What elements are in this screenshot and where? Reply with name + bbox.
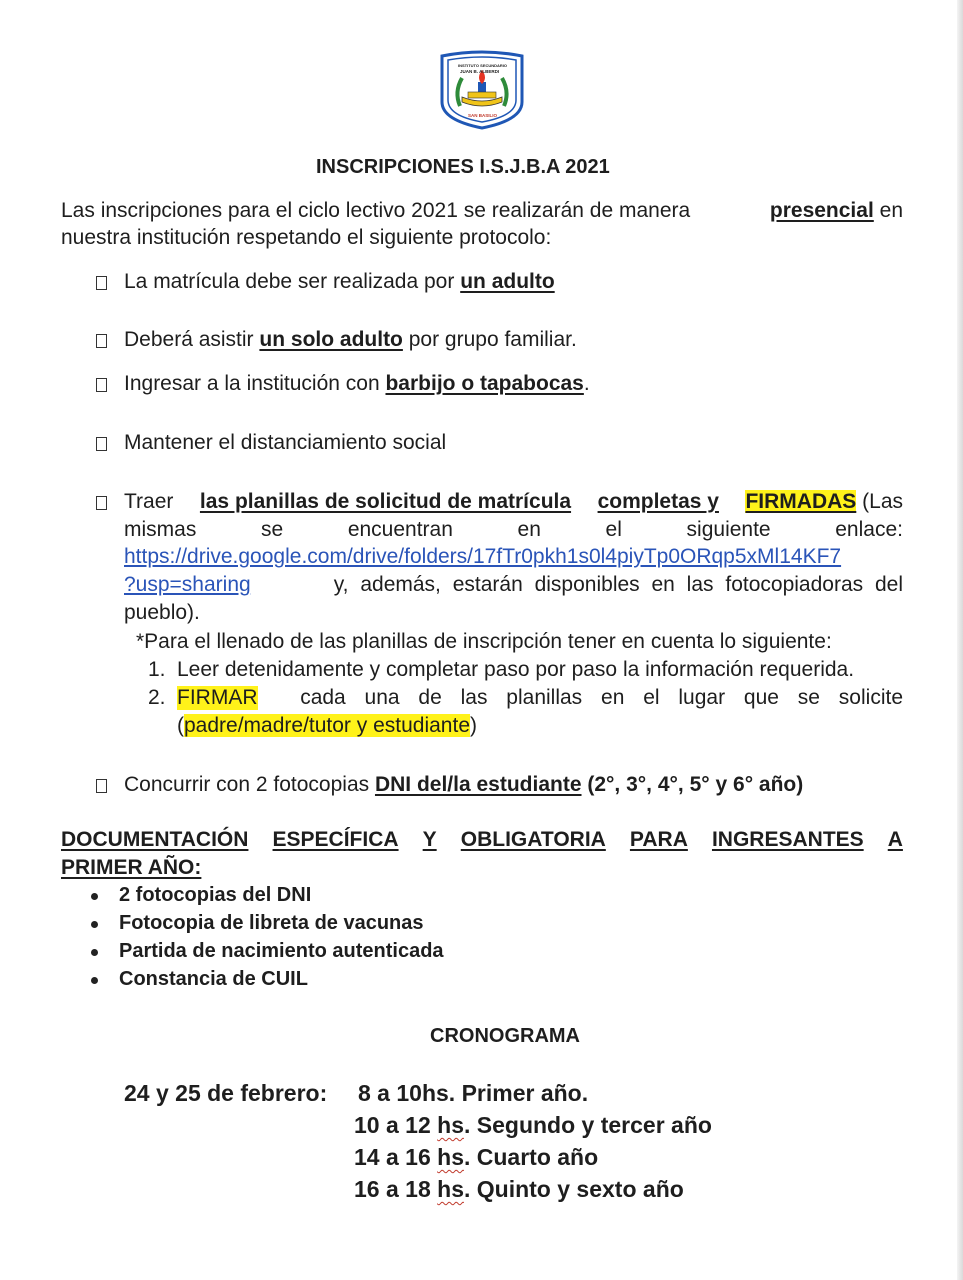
schedule-title: CRONOGRAMA xyxy=(430,1025,580,1047)
drive-folder-link[interactable]: https://drive.google.com/drive/folders/17fTr0pkh1s0l4piyTp0ORqp5xMl14KF7 xyxy=(124,545,842,568)
sub-item-2 xyxy=(177,686,903,710)
protocol-item-3-emphasis: barbijo o tapabocas xyxy=(385,372,584,395)
word: enlace: xyxy=(835,518,903,541)
protocol-item-5-line-1 xyxy=(124,490,903,514)
school-crest-logo xyxy=(438,50,526,130)
page-title: INSCRIPCIONES I.S.J.B.A 2021 xyxy=(316,156,610,178)
slot-4-time: 16 a 18 xyxy=(354,1176,431,1202)
protocol-item-2-emphasis: un solo adulto xyxy=(259,328,403,351)
checkbox-square-icon xyxy=(96,437,107,451)
protocol-item-3-text: Ingresar a la institución con xyxy=(124,372,380,395)
protocol-item-2-text: Deberá asistir xyxy=(124,328,254,351)
schedule-slot-4 xyxy=(354,1176,684,1203)
docs-heading-word: ESPECÍFICA xyxy=(272,828,399,851)
word: el xyxy=(605,518,622,541)
protocol-item-1-emphasis: un adulto xyxy=(460,270,555,293)
required-doc-item: 2 fotocopias del DNI xyxy=(119,884,312,906)
protocol-item-5-end: pueblo). xyxy=(124,601,200,624)
docs-heading-word: Y xyxy=(422,828,437,851)
protocol-item-5-planillas: las planillas de solicitud de matrícula xyxy=(199,490,572,513)
protocol-item-5-line-2 xyxy=(124,518,903,542)
docs-heading-word: DOCUMENTACIÓN xyxy=(61,828,249,851)
protocol-item-3-period: . xyxy=(583,372,590,395)
protocol-item-3 xyxy=(124,372,590,396)
slot-4-hs: hs xyxy=(437,1176,464,1202)
drive-folder-link-continuation[interactable]: ?usp=sharing xyxy=(124,573,251,596)
schedule-date: 24 y 25 de febrero: xyxy=(124,1080,328,1106)
protocol-item-2 xyxy=(124,328,577,352)
protocol-item-5-firmadas: FIRMADAS xyxy=(745,490,857,513)
sub-item-2-number: 2. xyxy=(148,686,166,709)
bullet-dot-icon xyxy=(91,921,98,928)
slot-3-label: . Cuarto año xyxy=(463,1144,599,1170)
checkbox-square-icon xyxy=(96,276,107,290)
word: se xyxy=(260,518,284,541)
protocol-item-1-text: La matrícula debe ser realizada por xyxy=(124,270,455,293)
docs-heading-word: INGRESANTES xyxy=(711,828,864,851)
schedule-slot-3 xyxy=(354,1144,598,1171)
slot-2-time: 10 a 12 xyxy=(354,1112,431,1138)
protocol-item-6-text: Concurrir con 2 fotocopias xyxy=(124,773,370,796)
word: siguiente xyxy=(686,518,771,541)
docs-heading-line-2: PRIMER AÑO: xyxy=(61,856,202,879)
crest-arc-mid-text: JUAN B. ALBERDI xyxy=(460,69,500,74)
word: mismas xyxy=(124,518,197,541)
paren-close: ) xyxy=(470,714,478,737)
crest-arc-top-text: INSTITUTO SECUNDARIO xyxy=(458,63,508,68)
protocol-item-5-after-link: y, además, estarán disponibles en las fotocopiadoras del xyxy=(333,573,903,596)
word: encuentran xyxy=(347,518,453,541)
protocol-item-6-dni: DNI del/la estudiante xyxy=(374,773,582,796)
slot-2-hs: hs xyxy=(437,1112,464,1138)
paren-open: ( xyxy=(177,714,184,737)
protocol-item-4: Mantener el distanciamiento social xyxy=(124,431,447,454)
planillas-note: *Para el llenado de las planillas de inscripción tener en cuenta lo siguiente: xyxy=(136,630,832,653)
docs-heading-word: OBLIGATORIA xyxy=(460,828,606,851)
slot-3-hs: hs xyxy=(437,1144,464,1170)
docs-heading-word: PARA xyxy=(629,828,688,851)
checkbox-square-icon xyxy=(96,779,107,793)
intro-line-2: nuestra institución respetando el siguiente protocolo: xyxy=(61,226,552,249)
protocol-item-1 xyxy=(124,270,555,294)
intro-text-c: en xyxy=(879,199,903,222)
sub-item-2-continuation xyxy=(177,714,477,738)
bullet-dot-icon xyxy=(91,977,98,984)
protocol-item-6-years: (2°, 3°, 4°, 5° y 6° año) xyxy=(587,773,804,796)
slot-2-label: . Segundo y tercer año xyxy=(463,1112,712,1138)
bullet-dot-icon xyxy=(91,949,98,956)
required-doc-item: Fotocopia de libreta de vacunas xyxy=(119,912,424,934)
word: en xyxy=(517,518,541,541)
protocol-item-5-paren: (Las xyxy=(862,490,903,513)
docs-heading-line-1 xyxy=(61,828,903,852)
intro-presencial: presencial xyxy=(769,199,874,222)
bullet-dot-icon xyxy=(91,893,98,900)
schedule-slot-2 xyxy=(354,1112,712,1139)
crest-ribbon-text: SAN BASILIO xyxy=(468,113,498,118)
sub-item-1-number: 1. xyxy=(148,658,166,681)
page-edge-shadow xyxy=(957,0,963,1280)
checkbox-square-icon xyxy=(96,496,107,510)
required-doc-item: Partida de nacimiento autenticada xyxy=(119,940,444,962)
checkbox-square-icon xyxy=(96,334,107,348)
intro-line-1 xyxy=(61,199,903,223)
protocol-item-2-text-end: por grupo familiar. xyxy=(408,328,577,351)
checkbox-square-icon xyxy=(96,378,107,392)
protocol-item-5-completas: completas y xyxy=(597,490,719,513)
sub-item-2-who: padre/madre/tutor y estudiante xyxy=(184,714,471,737)
slot-4-label: . Quinto y sexto año xyxy=(463,1176,684,1202)
docs-heading-word: A xyxy=(887,828,903,851)
protocol-item-6 xyxy=(124,773,803,797)
protocol-item-5-text: Traer xyxy=(124,490,174,513)
sub-item-2-text: cada una de las planillas en el lugar que se solicite xyxy=(300,686,903,709)
schedule-slot-1: 8 a 10hs. Primer año. xyxy=(358,1080,589,1106)
sub-item-1: Leer detenidamente y completar paso por paso la información requerida. xyxy=(177,658,855,681)
sub-item-2-firmar: FIRMAR xyxy=(177,686,258,709)
intro-text-a: Las inscripciones para el ciclo lectivo 2021 se realizarán de manera xyxy=(61,199,691,222)
crest-shield-icon xyxy=(438,50,526,130)
slot-3-time: 14 a 16 xyxy=(354,1144,431,1170)
protocol-item-5-line-4 xyxy=(124,573,903,597)
required-doc-item: Constancia de CUIL xyxy=(119,968,308,990)
